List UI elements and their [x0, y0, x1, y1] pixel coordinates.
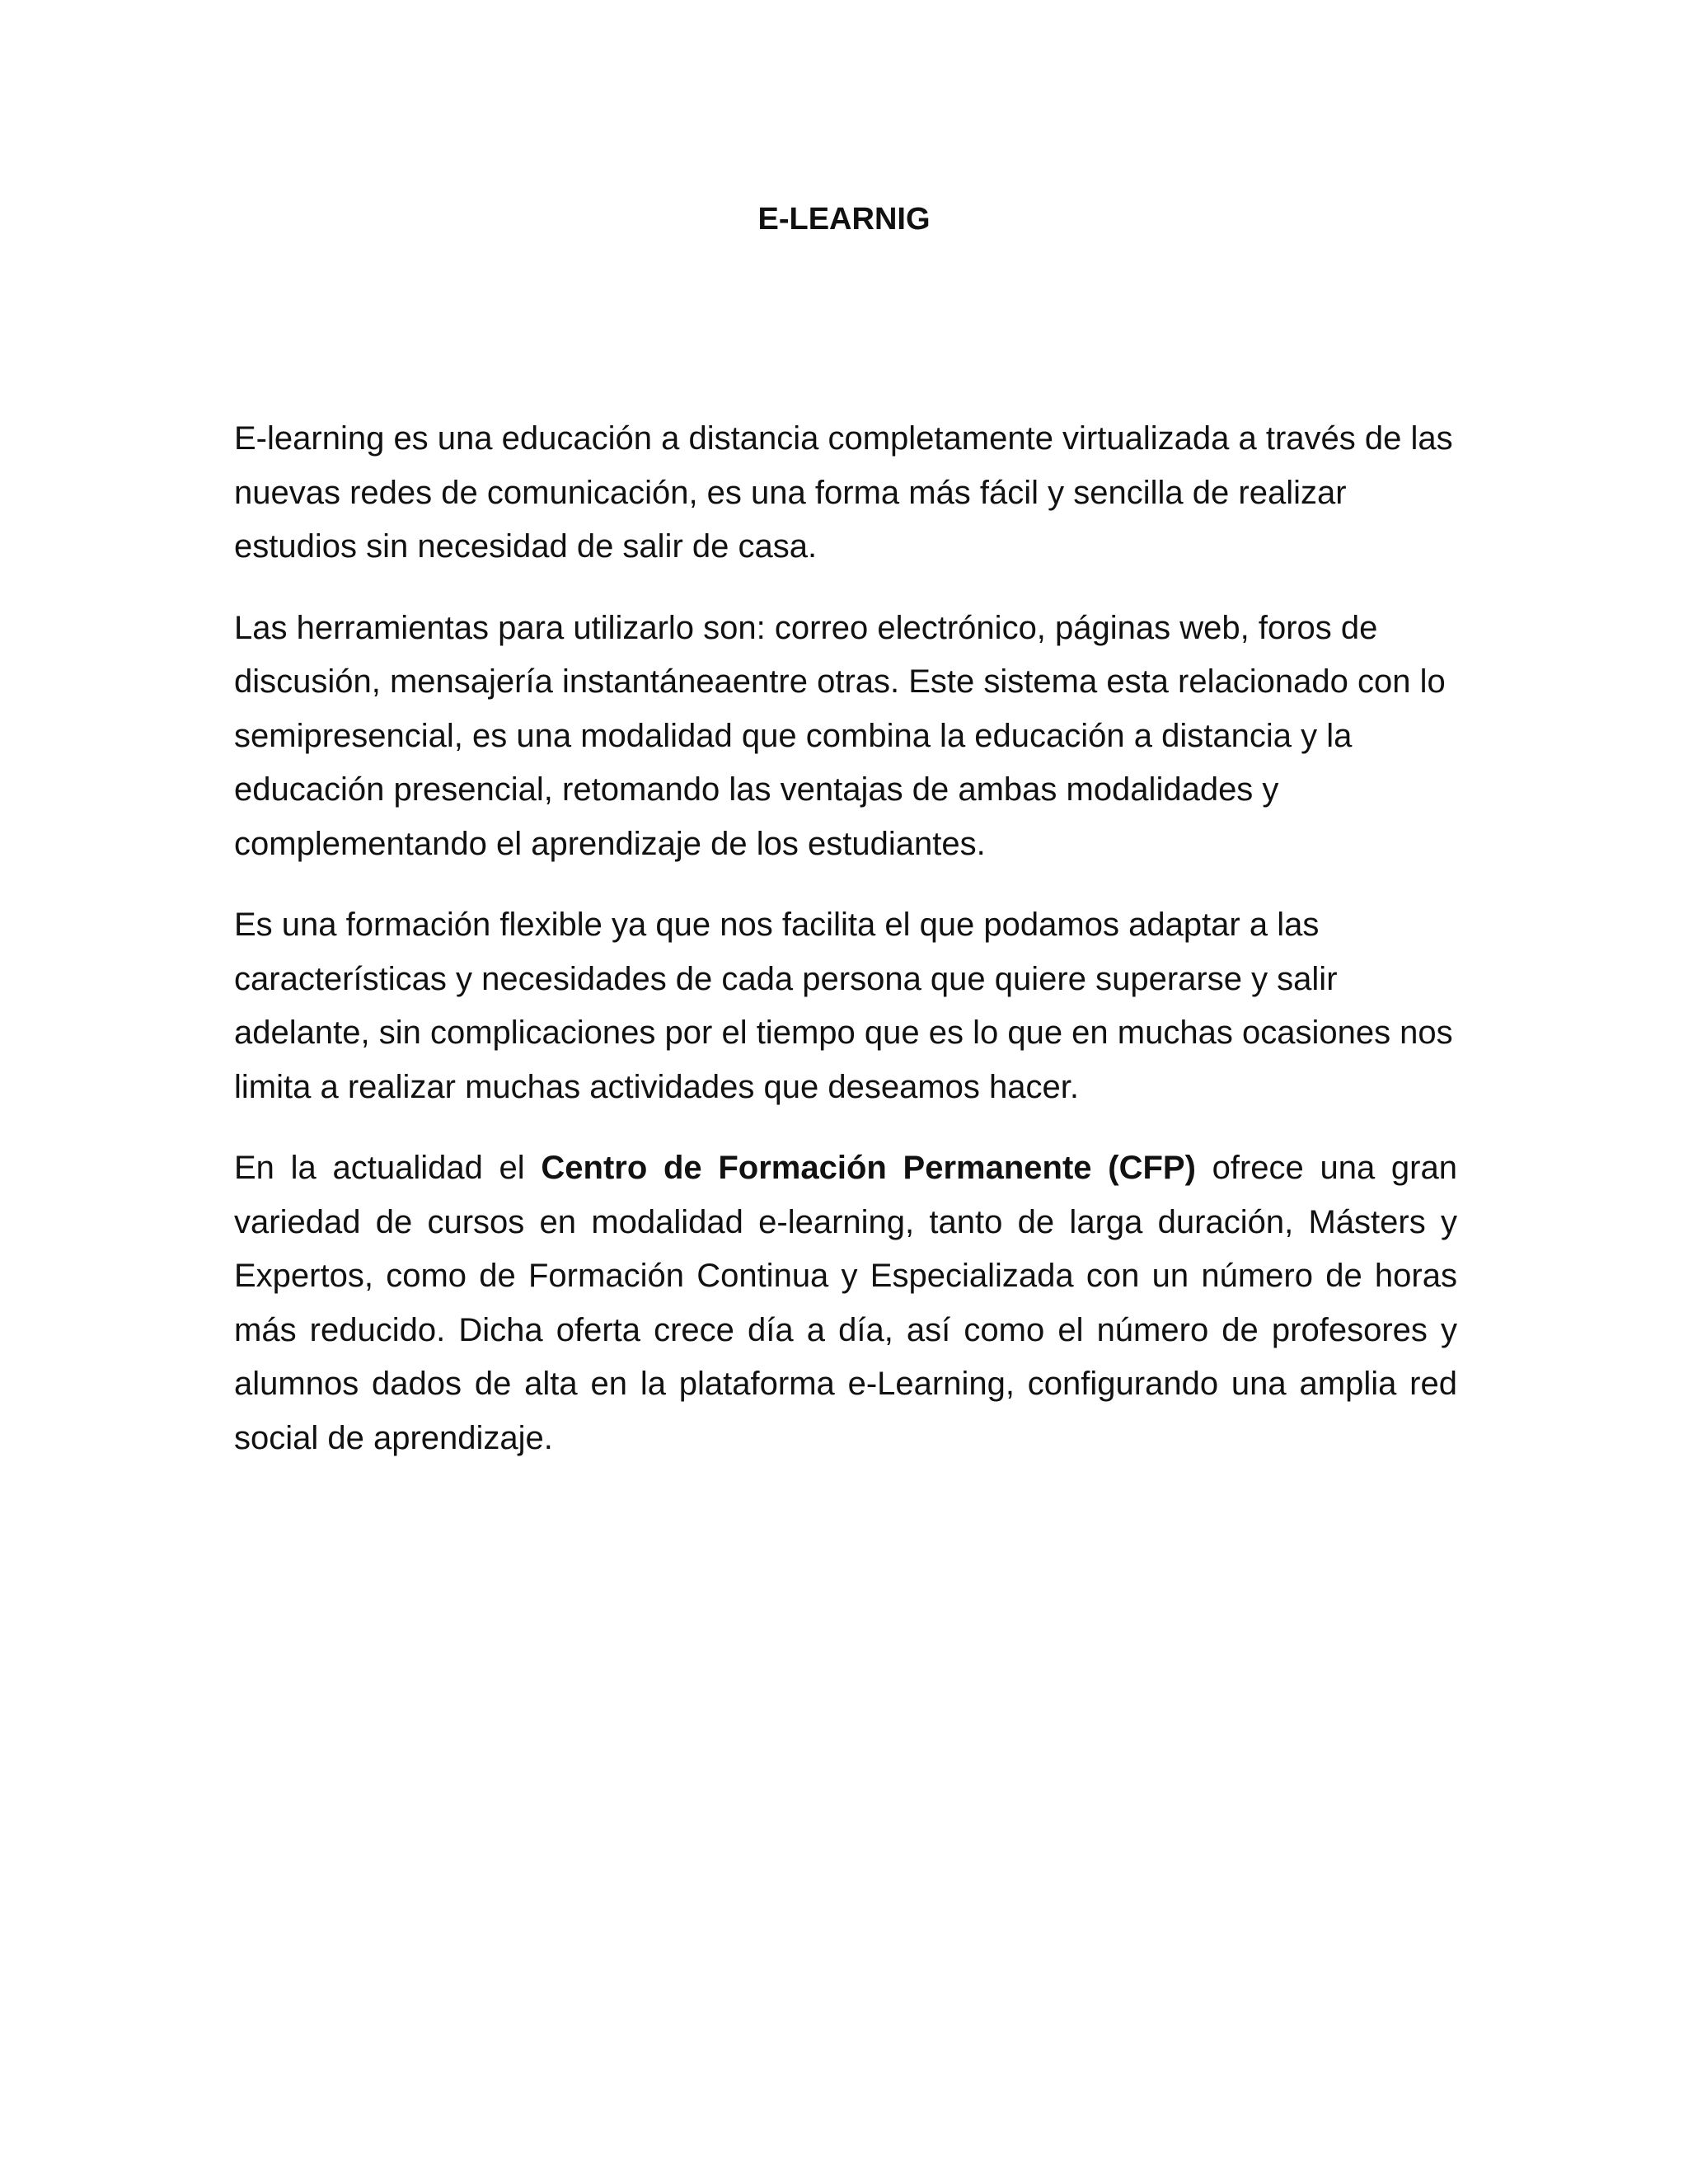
organization-name: Centro de Formación Permanente (CFP) [541, 1150, 1196, 1186]
paragraph-4-intro: En la actualidad el [234, 1150, 542, 1186]
document-title: E-LEARNIG [757, 202, 931, 237]
paragraph-3: Es una formación flexible ya que nos facilita el que podamos adaptar a las características y necesidades de cada persona que quiere superarse y salir adelante, sin complicaciones por el tiempo que es lo que en muchas ocasiones nos limita a realizar muchas actividades que deseamos hacer. [234, 907, 1453, 1105]
paragraph-4-rest: ofrece una gran variedad de cursos en modalidad e-learning, tanto de larga duración, Másters y Expertos, como de Formación Continua y Especializada con un número de horas más reducido. Dicha oferta crece día a día, así como el número de profesores y alumnos dados de alta en la plataforma e-Learning, configurando una amplia red social de aprendizaje. [234, 1150, 1457, 1456]
paragraph-2: Las herramientas para utilizarlo son: correo electrónico, páginas web, foros de discusión, mensajería instantáneaentre otras. Este sistema esta relacionado con lo semipresencial, es una modalidad que combina la educación a distancia y la educación presencial, retomando las ventajas de ambas modalidades y complementando el aprendizaje de los estudiantes. [234, 609, 1446, 862]
paragraph-4 [234, 1141, 1457, 1465]
document-body [234, 412, 1457, 1493]
paragraph-1: E-learning es una educación a distancia completamente virtualizada a través de las nuevas redes de comunicación, es una forma más fácil y sencilla de realizar estudios sin necesidad de salir de casa. [234, 420, 1453, 565]
